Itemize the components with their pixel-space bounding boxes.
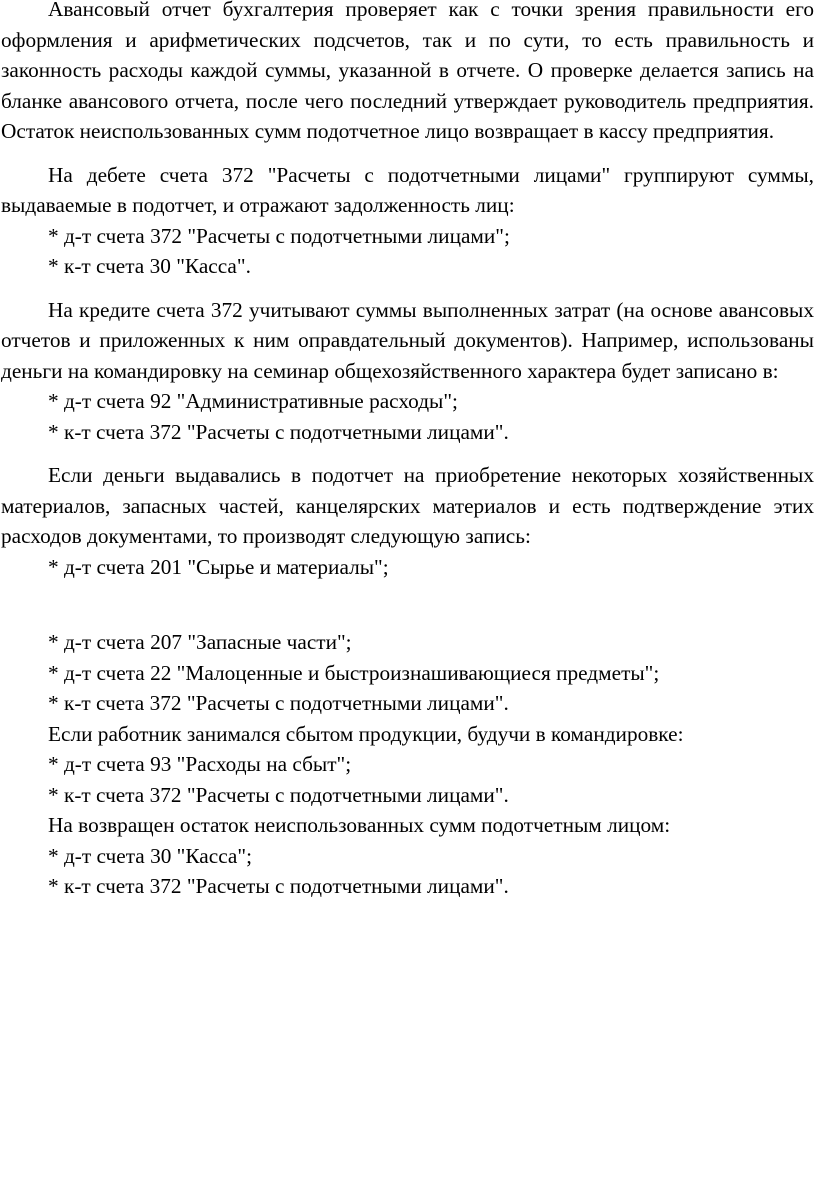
blank-space	[1, 582, 814, 627]
paragraph-materials-purchase: Если деньги выдавались в подотчет на приобретение некоторых хозяйственных материалов, запасных частей, канцелярских материалов и есть подтверждение этих расходов документами, то производят следующую запись:	[1, 463, 814, 548]
entry-debit-372: * д-т счета 372 "Расчеты с подотчетными лицами";	[48, 223, 510, 248]
paragraph-advance-report-check: Авансовый отчет бухгалтерия проверяет как с точки зрения правильности его оформления и арифметических подсчетов, так и по сути, то есть правильность и законность расходы каждой суммы, указанной в отчете. О проверке делается запись на бланке авансового отчета, после чего последний утверждает руководитель предприятия. Остаток неиспользованных сумм подотчетное лицо возвращает в кассу предприятия.	[1, 0, 814, 143]
entry-credit-372: * к-т счета 372 "Расчеты с подотчетными лицами".	[48, 691, 509, 715]
entry-debit-92: * д-т счета 92 "Административные расходы";	[48, 389, 458, 413]
entry-credit-372: * к-т счета 372 "Расчеты с подотчетными лицами".	[48, 419, 509, 444]
entry-debit-201: * д-т счета 201 "Сырье и материалы";	[48, 554, 389, 579]
entry-debit-30: * д-т счета 30 "Касса";	[48, 843, 252, 868]
entry-credit-372: * к-т счета 372 "Расчеты с подотчетными лицами".	[48, 874, 509, 898]
paragraph-account-372-credit: На кредите счета 372 учитывают суммы выполненных затрат (на основе авансовых отчетов и приложенных к ним оправдательный документов). Например, использованы деньги на командировку на семинар общехозяйственного характера будет записано в:	[1, 297, 814, 383]
entry-debit-22: * д-т счета 22 "Малоценные и быстроизнашивающиеся предметы";	[48, 660, 660, 685]
paragraph-account-372-debit: На дебете счета 372 "Расчеты с подотчетными лицами" группируют суммы, выдаваемые в подотчет, и отражают задолженность лиц:	[1, 162, 814, 217]
entry-credit-372: * к-т счета 372 "Расчеты с подотчетными лицами".	[48, 782, 509, 807]
paragraph-sales-trip: Если работник занимался сбытом продукции, будучи в командировке:	[48, 721, 684, 746]
entry-credit-30: * к-т счета 30 "Касса".	[48, 254, 251, 278]
entry-debit-93: * д-т счета 93 "Расходы на сбыт";	[48, 752, 352, 776]
paragraph-unused-return: На возвращен остаток неиспользованных сумм подотчетным лицом:	[48, 813, 671, 837]
entry-debit-207: * д-т счета 207 "Запасные части";	[48, 630, 352, 654]
